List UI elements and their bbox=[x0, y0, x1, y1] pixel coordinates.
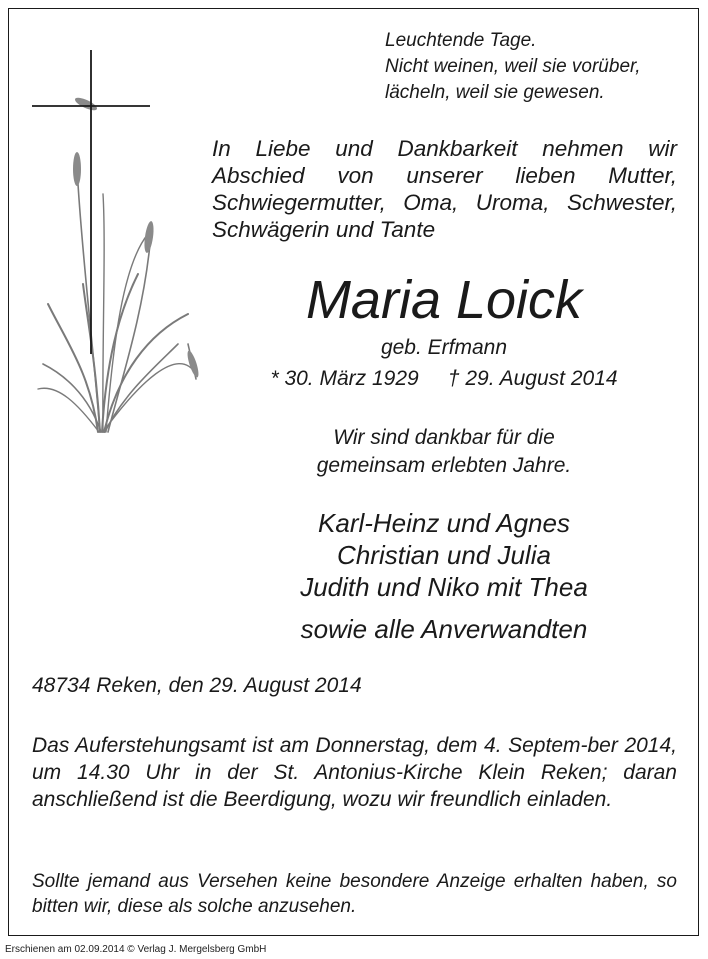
intro-text: In Liebe und Dankbarkeit nehmen wir Abschied von unserer lieben Mutter, Schwiegermutter, Oma, Uroma, Schwester, Schwägerin und Tante bbox=[212, 136, 677, 242]
quote-line: Leuchtende Tage. bbox=[385, 30, 537, 51]
deceased-name: Maria Loick bbox=[305, 270, 583, 330]
quote-line: lächeln, weil sie gewesen. bbox=[385, 82, 605, 103]
mourner-line: Karl-Heinz und Agnes bbox=[318, 508, 570, 538]
closing-note: Sollte jemand aus Versehen keine besondere Anzeige erhalten haben, so bitten wir, diese als solche anzusehen. bbox=[32, 871, 677, 917]
relatives-line: sowie alle Anverwandten bbox=[300, 614, 588, 644]
gratitude-line: Wir sind dankbar für die bbox=[333, 426, 555, 449]
gratitude-line: gemeinsam erlebten Jahre. bbox=[316, 454, 572, 477]
memorial-quote bbox=[385, 28, 685, 106]
life-dates: * 30. März 1929 † 29. August 2014 bbox=[270, 367, 618, 390]
birth-name: geb. Erfmann bbox=[380, 336, 508, 359]
place-date: 48734 Reken, den 29. August 2014 bbox=[32, 674, 362, 697]
mourner-line: Judith und Niko mit Thea bbox=[300, 572, 588, 602]
mourner-line: Christian und Julia bbox=[337, 540, 551, 570]
quote-line: Nicht weinen, weil sie vorüber, bbox=[385, 56, 641, 77]
mourners-list bbox=[200, 507, 688, 645]
cross-with-reeds-icon bbox=[28, 44, 203, 439]
gratitude-text bbox=[200, 424, 688, 480]
publication-footer: Erschienen am 02.09.2014 © Verlag J. Mergelsberg GmbH bbox=[5, 944, 267, 955]
service-notice: Das Auferstehungsamt ist am Donnerstag, dem 4. Septem-ber 2014, um 14.30 Uhr in der St. Antonius-Kirche Klein Reken; daran anschließend ist die Beerdigung, wozu wir freundlich einladen. bbox=[32, 734, 677, 811]
